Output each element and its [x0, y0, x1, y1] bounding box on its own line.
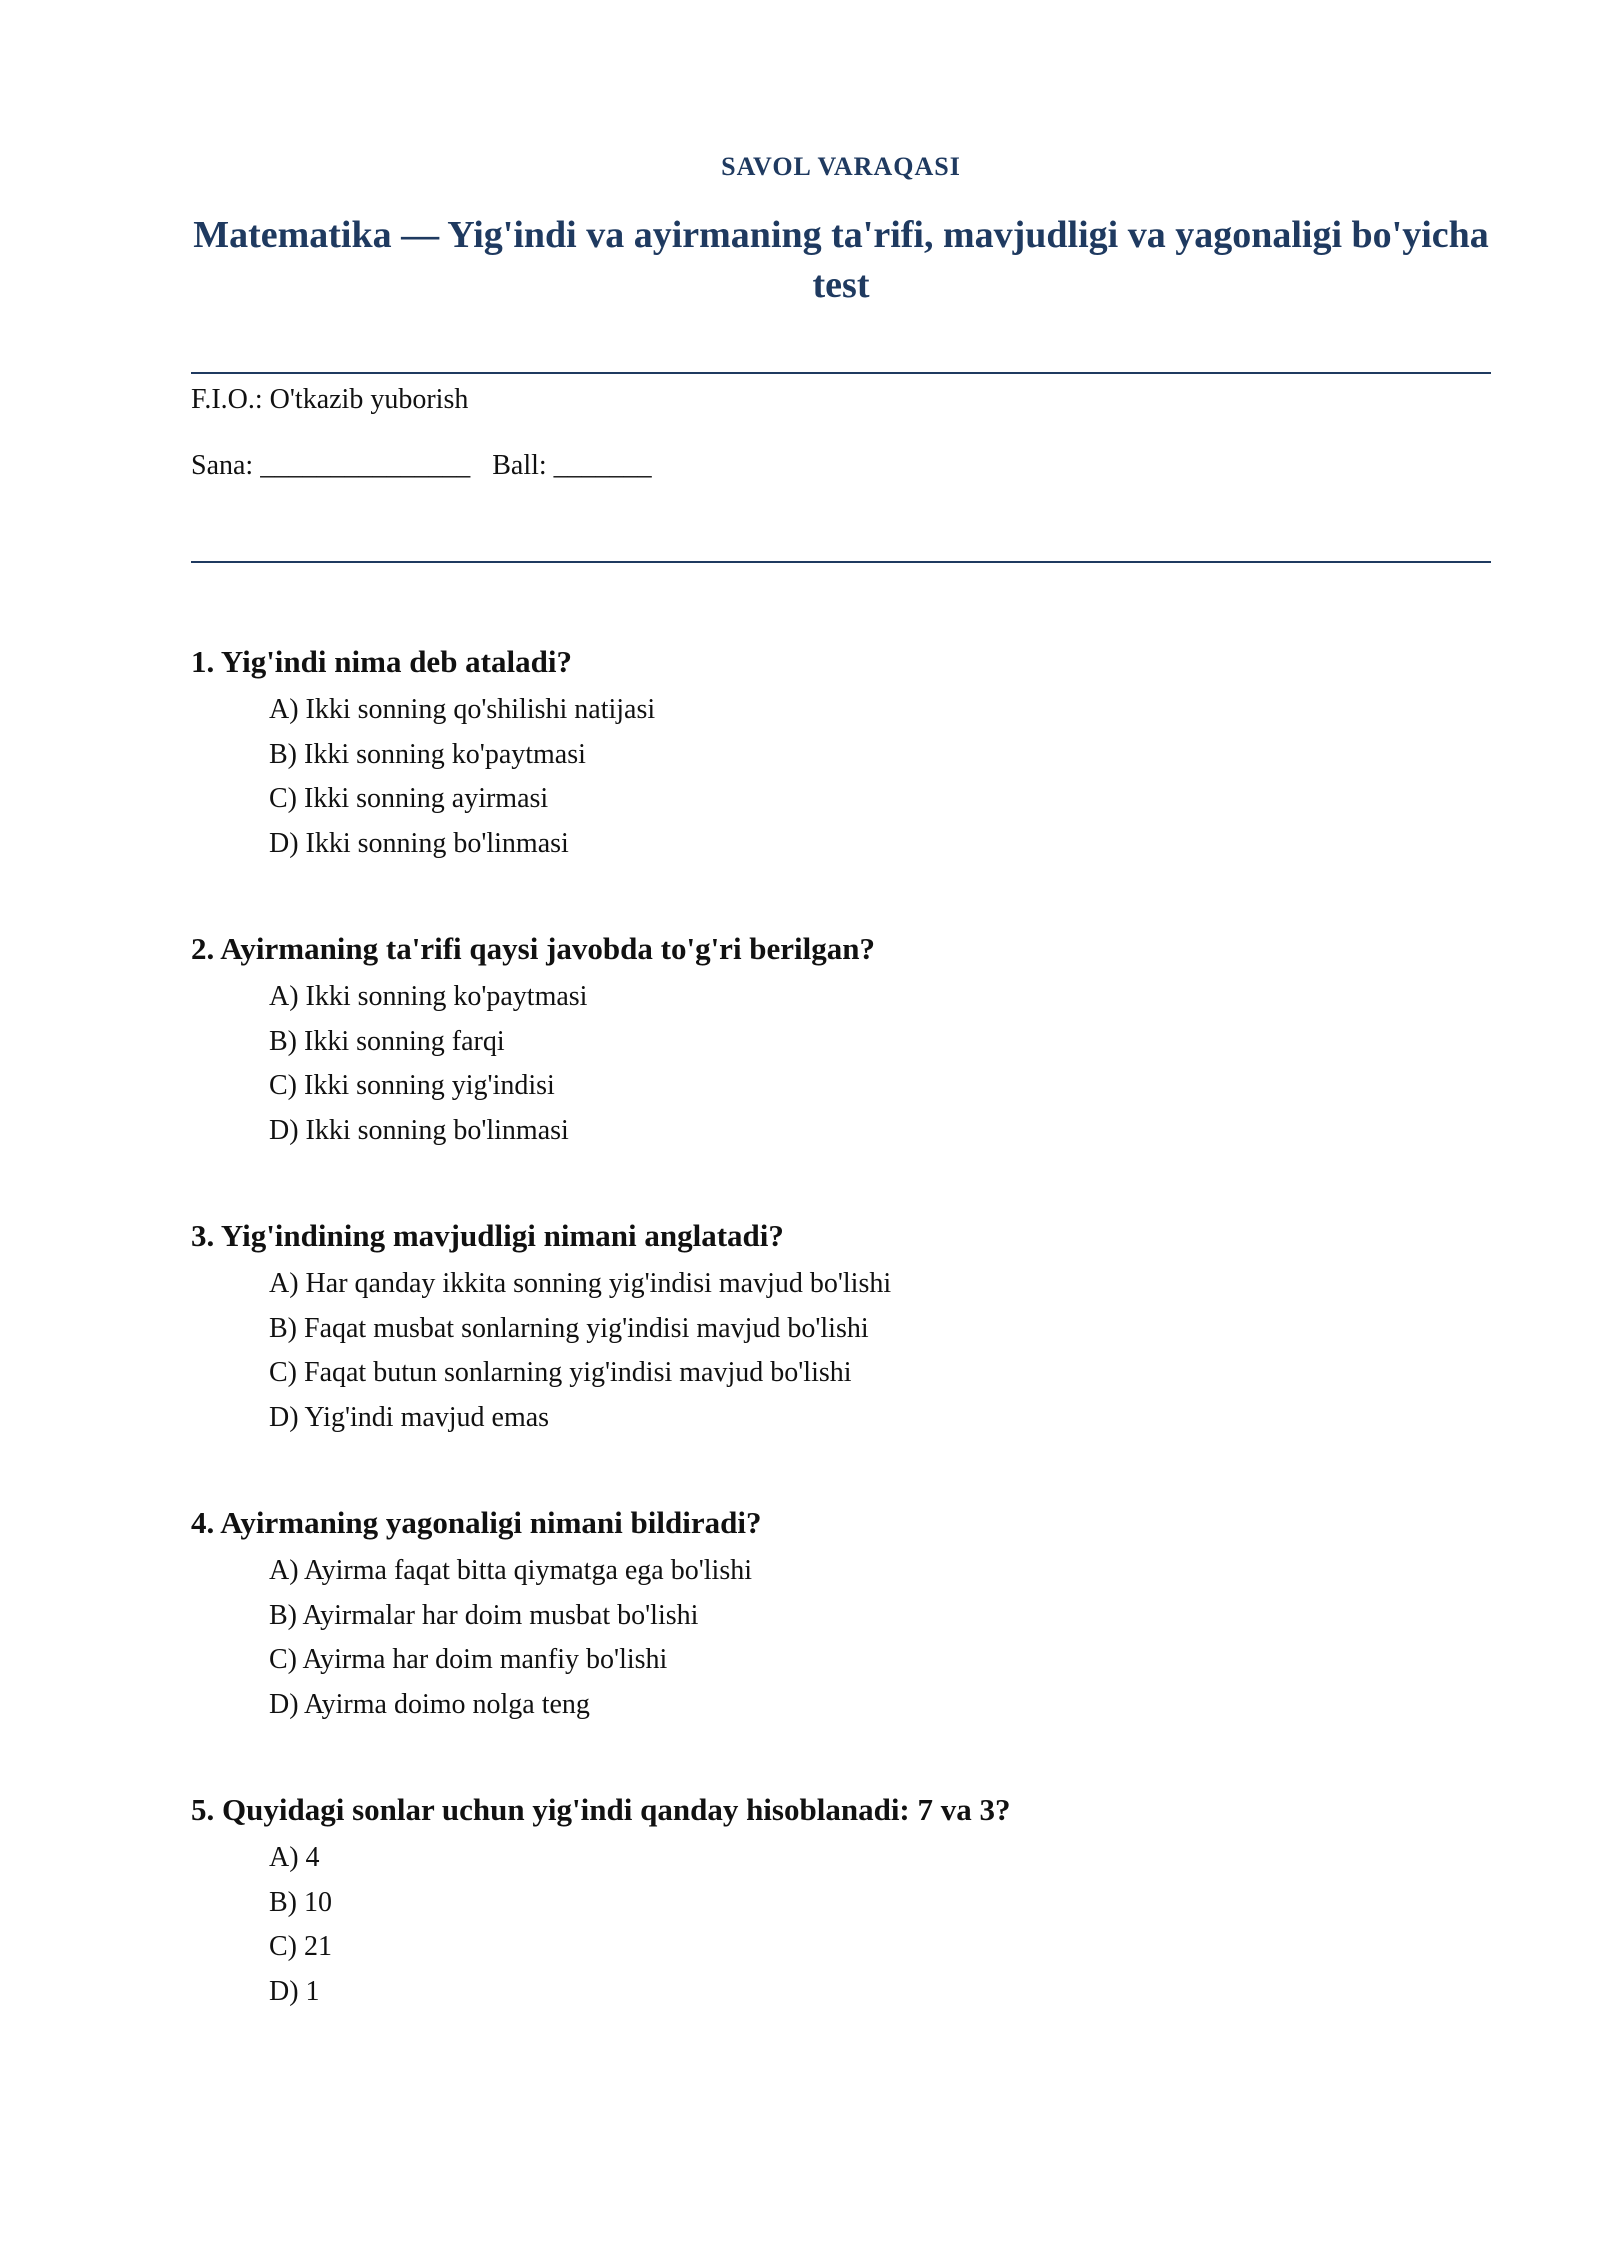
question-text: 3. Yig'indining mavjudligi nimani anglatadi?	[191, 1218, 784, 1253]
option-d: D) Yig'indi mavjud emas	[269, 1401, 550, 1433]
fio-value: O'tkazib yuborish	[269, 384, 469, 415]
question-4	[191, 1503, 1491, 1727]
option-c: C) Ikki sonning ayirmasi	[269, 783, 549, 814]
option-list	[191, 975, 1491, 1153]
option-c: C) Ikki sonning yig'indisi	[269, 1070, 555, 1101]
score-label: Ball:	[492, 450, 547, 481]
option-list	[191, 1549, 1491, 1727]
sheet-title: Matematika — Yig'indi va ayirmaning ta'rifi, mavjudligi va yagonaligi bo'yicha test	[193, 214, 1489, 306]
option-d: D) Ikki sonning bo'linmasi	[269, 1114, 569, 1146]
option-a: A) Ayirma faqat bitta qiymatga ega bo'lishi	[269, 1555, 753, 1586]
option-b: B) Ikki sonning ko'paytmasi	[269, 738, 586, 770]
question-text: 5. Quyidagi sonlar uchun yig'indi qanday hisoblanadi: 7 va 3?	[191, 1792, 1011, 1827]
option-d: D) Ayirma doimo nolga teng	[269, 1688, 590, 1720]
option-b: B) Faqat musbat sonlarning yig'indisi mavjud bo'lishi	[269, 1312, 869, 1344]
option-c: C) Faqat butun sonlarning yig'indisi mavjud bo'lishi	[269, 1357, 852, 1388]
question-1	[191, 642, 1491, 866]
option-b: B) Ayirmalar har doim musbat bo'lishi	[269, 1599, 699, 1631]
question-5	[191, 1790, 1491, 2014]
option-a: A) Har qanday ikkita sonning yig'indisi mavjud bo'lishi	[269, 1268, 892, 1299]
score-blank: _______	[553, 450, 652, 481]
option-list	[191, 688, 1491, 866]
option-a: A) Ikki sonning ko'paytmasi	[269, 981, 588, 1012]
fio-line	[191, 384, 468, 416]
question-text: 1. Yig'indi nima deb ataladi?	[191, 644, 572, 679]
option-a: A) 4	[269, 1842, 320, 1873]
option-c: C) Ayirma har doim manfiy bo'lishi	[269, 1644, 668, 1675]
option-d: D) Ikki sonning bo'linmasi	[269, 827, 569, 859]
date-blank: _______________	[260, 450, 471, 481]
sheet-kicker: SAVOL VARAQASI	[721, 152, 961, 181]
option-a: A) Ikki sonning qo'shilishi natijasi	[269, 694, 656, 725]
date-score-line	[191, 450, 652, 482]
fio-label: F.I.O.:	[191, 384, 263, 415]
divider-bottom	[191, 561, 1491, 563]
option-b: B) 10	[269, 1886, 332, 1918]
divider-top	[191, 372, 1491, 374]
option-list	[191, 1836, 1491, 2014]
date-label: Sana:	[191, 450, 254, 481]
question-2	[191, 929, 1491, 1153]
question-text: 4. Ayirmaning yagonaligi nimani bildiradi?	[191, 1505, 762, 1540]
question-3	[191, 1216, 1491, 1440]
option-c: C) 21	[269, 1931, 332, 1962]
question-text: 2. Ayirmaning ta'rifi qaysi javobda to'g'ri berilgan?	[191, 931, 876, 966]
option-d: D) 1	[269, 1975, 320, 2007]
option-b: B) Ikki sonning farqi	[269, 1025, 505, 1057]
option-list	[191, 1262, 1491, 1440]
